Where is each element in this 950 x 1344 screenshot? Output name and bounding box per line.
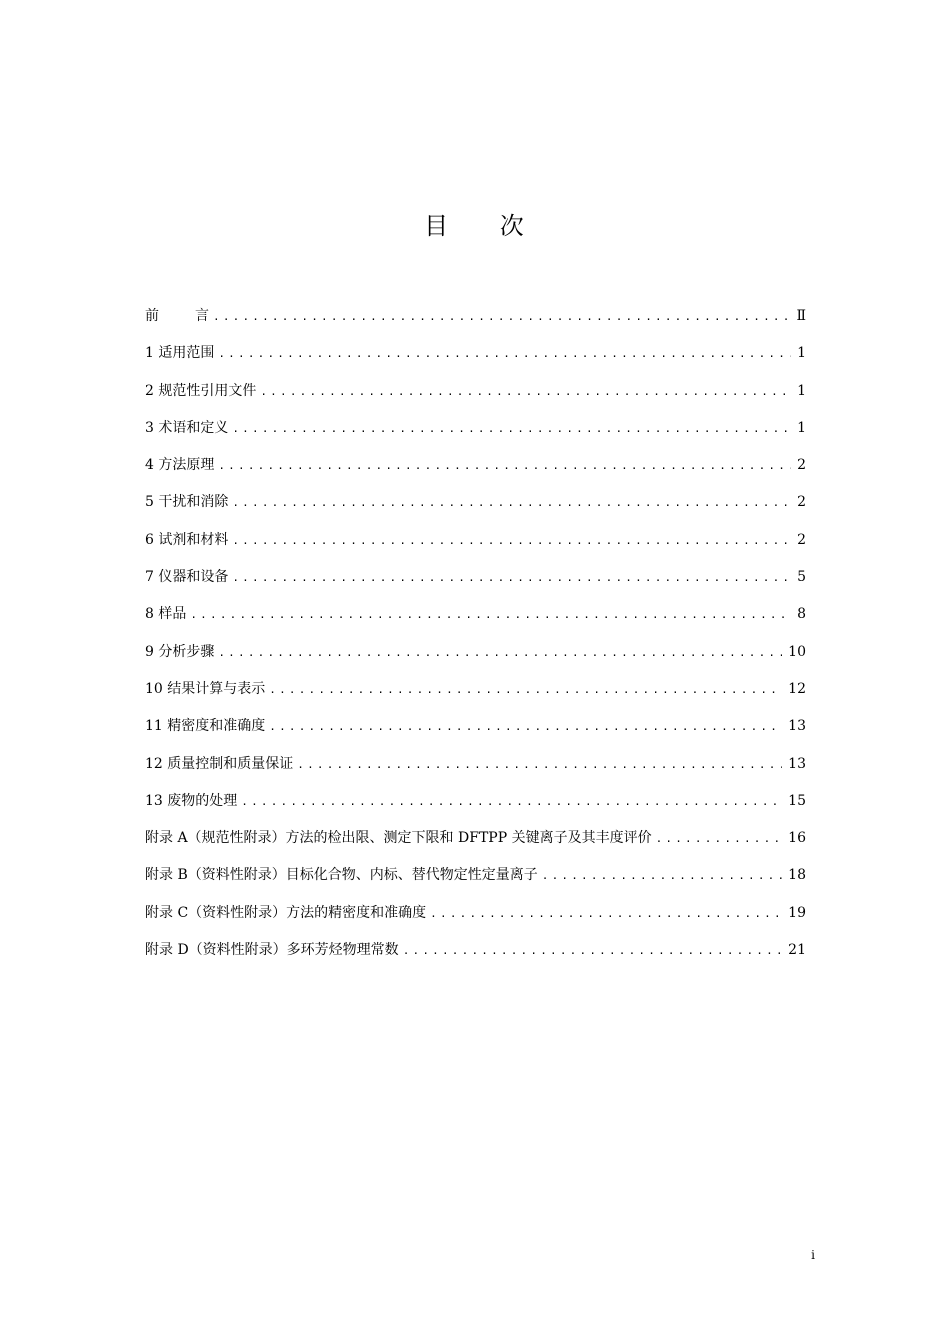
page-number: i <box>811 1248 815 1262</box>
toc-entry-calculation[interactable] <box>145 679 806 716</box>
toc-entry-scope[interactable] <box>145 343 806 380</box>
toc-leader-dots <box>403 941 782 961</box>
toc-entry-page: 21 <box>788 942 806 959</box>
toc-leader-dots <box>542 866 782 886</box>
toc-entry-page: 15 <box>788 792 806 809</box>
toc-entry-page: 13 <box>788 718 806 735</box>
toc-entry-label: 13 废物的处理 <box>145 792 238 809</box>
toc-entry-label: 6 试剂和材料 <box>145 531 229 548</box>
toc-entry-page: 16 <box>788 830 806 847</box>
toc-entry-label: 1 适用范围 <box>145 345 215 362</box>
toc-entry-label: 10 结果计算与表示 <box>145 680 266 697</box>
toc-entry-principle[interactable] <box>145 455 806 492</box>
toc-entry-label: 附录 A（规范性附录）方法的检出限、测定下限和 DFTPP 关键离子及其丰度评价 <box>145 830 652 847</box>
toc-entry-label: 11 精密度和准确度 <box>145 718 266 735</box>
toc-entry-label: 附录 C（资料性附录）方法的精密度和准确度 <box>145 904 427 921</box>
toc-entry-page: 10 <box>788 643 806 660</box>
toc-leader-dots <box>213 307 790 327</box>
toc-entry-label: 5 干扰和消除 <box>145 494 229 511</box>
toc-entry-label: 2 规范性引用文件 <box>145 382 257 399</box>
toc-entry-page: 1 <box>797 382 806 399</box>
toc-entry-label: 9 分析步骤 <box>145 643 215 660</box>
toc-entry-reagents[interactable] <box>145 530 806 567</box>
toc-entry-apparatus[interactable] <box>145 567 806 604</box>
toc-entry-page: 18 <box>788 867 806 884</box>
toc-entry-label: 3 术语和定义 <box>145 419 229 436</box>
toc-entry-page: 2 <box>797 494 806 511</box>
table-of-contents <box>145 306 806 977</box>
toc-leader-dots <box>241 792 782 812</box>
toc-entry-page: 2 <box>797 457 806 474</box>
toc-leader-dots <box>218 344 791 364</box>
toc-label-part-b: 言 <box>195 308 209 324</box>
toc-entry-terms[interactable] <box>145 418 806 455</box>
page-title: 目 次 <box>424 212 546 240</box>
toc-leader-dots <box>232 568 791 588</box>
toc-leader-dots <box>232 531 791 551</box>
toc-entry-label: 附录 D（资料性附录）多环芳烃物理常数 <box>145 942 399 959</box>
toc-leader-dots <box>430 904 782 924</box>
toc-entry-label: 7 仪器和设备 <box>145 569 229 586</box>
toc-entry-interference[interactable] <box>145 492 806 529</box>
toc-entry-page: 12 <box>788 680 806 697</box>
toc-entry-appendix-a[interactable] <box>145 828 806 865</box>
toc-entry-page: 1 <box>797 345 806 362</box>
toc-entry-page: 19 <box>788 904 806 921</box>
toc-entry-foreword[interactable] <box>145 306 806 343</box>
toc-leader-dots <box>269 717 782 737</box>
toc-entry-label: 8 样品 <box>145 606 187 623</box>
toc-leader-dots <box>269 680 782 700</box>
toc-leader-dots <box>232 419 791 439</box>
toc-entry-procedure[interactable] <box>145 642 806 679</box>
toc-entry-label: 12 质量控制和质量保证 <box>145 755 294 772</box>
toc-entry-page: 5 <box>797 569 806 586</box>
toc-label-part-a: 前 <box>145 308 159 324</box>
toc-leader-dots <box>190 605 791 625</box>
toc-entry-page: 2 <box>797 531 806 548</box>
toc-entry-label <box>145 306 209 326</box>
toc-leader-dots <box>218 456 791 476</box>
toc-entry-normative-references[interactable] <box>145 381 806 418</box>
toc-entry-waste[interactable] <box>145 791 806 828</box>
toc-entry-appendix-c[interactable] <box>145 903 806 940</box>
toc-entry-page: 13 <box>788 755 806 772</box>
toc-entry-samples[interactable] <box>145 604 806 641</box>
toc-leader-dots <box>656 829 783 849</box>
toc-entry-page: Ⅱ <box>796 308 806 324</box>
toc-entry-appendix-b[interactable] <box>145 865 806 902</box>
toc-entry-quality-control[interactable] <box>145 754 806 791</box>
toc-entry-precision[interactable] <box>145 716 806 753</box>
toc-entry-page: 1 <box>797 419 806 436</box>
toc-entry-appendix-d[interactable] <box>145 940 806 977</box>
toc-leader-dots <box>218 643 782 663</box>
toc-leader-dots <box>260 382 791 402</box>
toc-entry-label: 4 方法原理 <box>145 457 215 474</box>
toc-entry-page: 8 <box>797 606 806 623</box>
toc-entry-label: 附录 B（资料性附录）目标化合物、内标、替代物定性定量离子 <box>145 867 538 884</box>
toc-leader-dots <box>232 493 791 513</box>
toc-leader-dots <box>297 755 782 775</box>
